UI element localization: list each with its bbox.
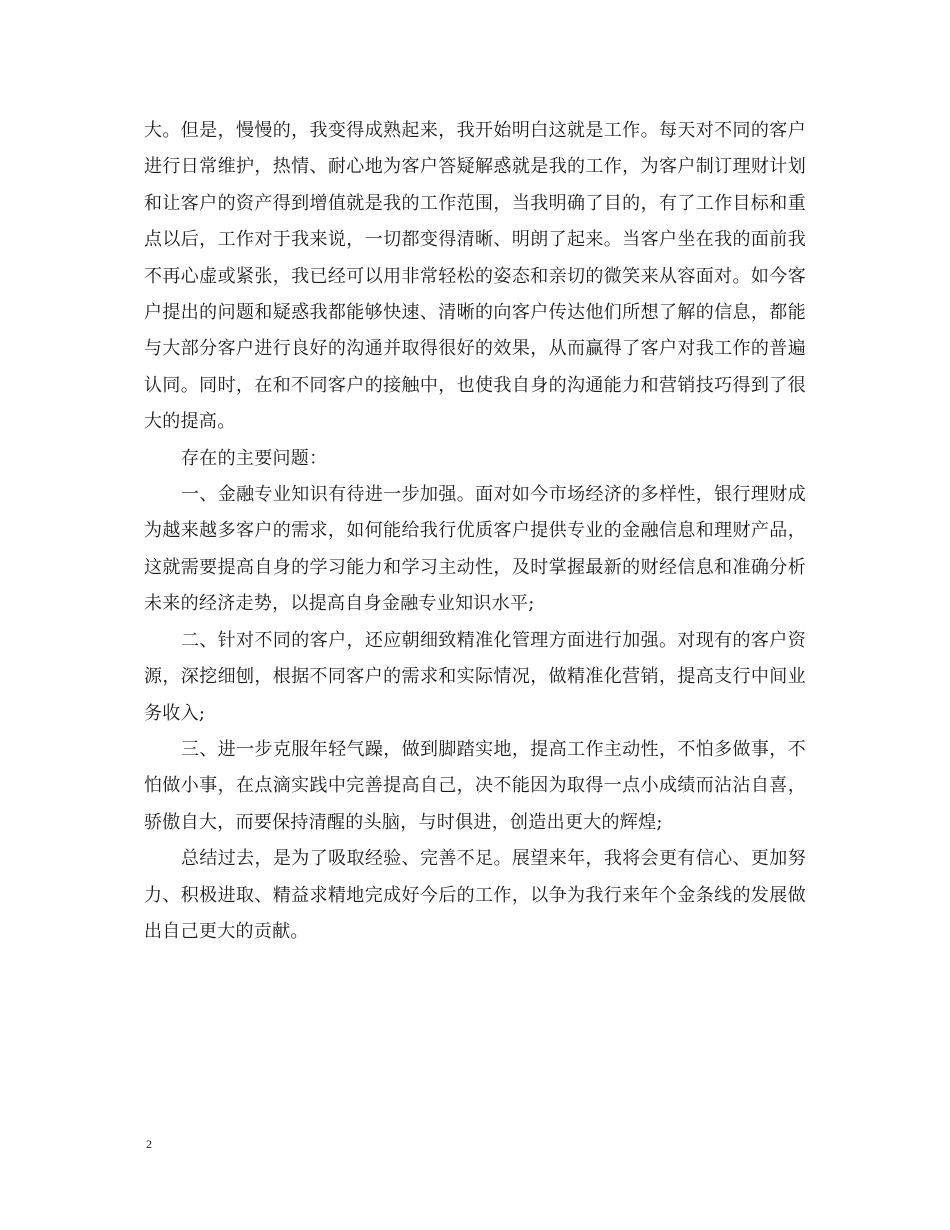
paragraph-problem-two: 二、针对不同的客户，还应朝细致精准化管理方面进行加强。对现有的客户资源，深挖细刨，根据不同客户的需求和实际情况，做精准化营销，提高支行中间业务收入; xyxy=(144,629,806,724)
paragraph-problem-three: 三、进一步克服年轻气躁，做到脚踏实地，提高工作主动性，不怕多做事，不怕做小事，在点滴实践中完善提高自己，决不能因为取得一点小成绩而沾沾自喜，骄傲自大，而要保持清醒的头脑，与时俱进，创造出更大的辉煌; xyxy=(144,738,806,833)
page-number: 2 xyxy=(146,1137,152,1151)
paragraph-problem-one: 一、金融专业知识有待进一步加强。面对如今市场经济的多样性，银行理财成为越来越多客户的需求，如何能给我行优质客户提供专业的金融信息和理财产品，这就需要提高自身的学习能力和学习主动性，及时掌握最新的财经信息和准确分析未来的经济走势，以提高自身金融专业知识水平; xyxy=(144,484,806,615)
document-body xyxy=(144,113,806,950)
section-heading-main-problems: 存在的主要问题： xyxy=(181,447,328,469)
paragraph-conclusion: 总结过去，是为了吸取经验、完善不足。展望来年，我将会更有信心、更加努力、积极进取、精益求精地完成好今后的工作，以争为我行来年个金条线的发展做出自己更大的贡献。 xyxy=(144,848,806,942)
paragraph-continued: 大。但是，慢慢的，我变得成熟起来，我开始明白这就是工作。每天对不同的客户进行日常维护，热情、耐心地为客户答疑解惑就是我的工作，为客户制订理财计划和让客户的资产得到增值就是我的工作范围，当我明确了目的，有了工作目标和重点以后，工作对于我来说，一切都变得清晰、明朗了起来。当客户坐在我的面前我不再心虚或紧张，我已经可以用非常轻松的姿态和亲切的微笑来从容面对。如今客户提出的问题和疑惑我都能够快速、清晰的向客户传达他们所想了解的信息，都能与大部分客户进行良好的沟通并取得很好的效果，从而赢得了客户对我工作的普遍认同。同时，在和不同客户的接触中，也使我自身的沟通能力和营销技巧得到了很大的提高。 xyxy=(144,120,806,433)
